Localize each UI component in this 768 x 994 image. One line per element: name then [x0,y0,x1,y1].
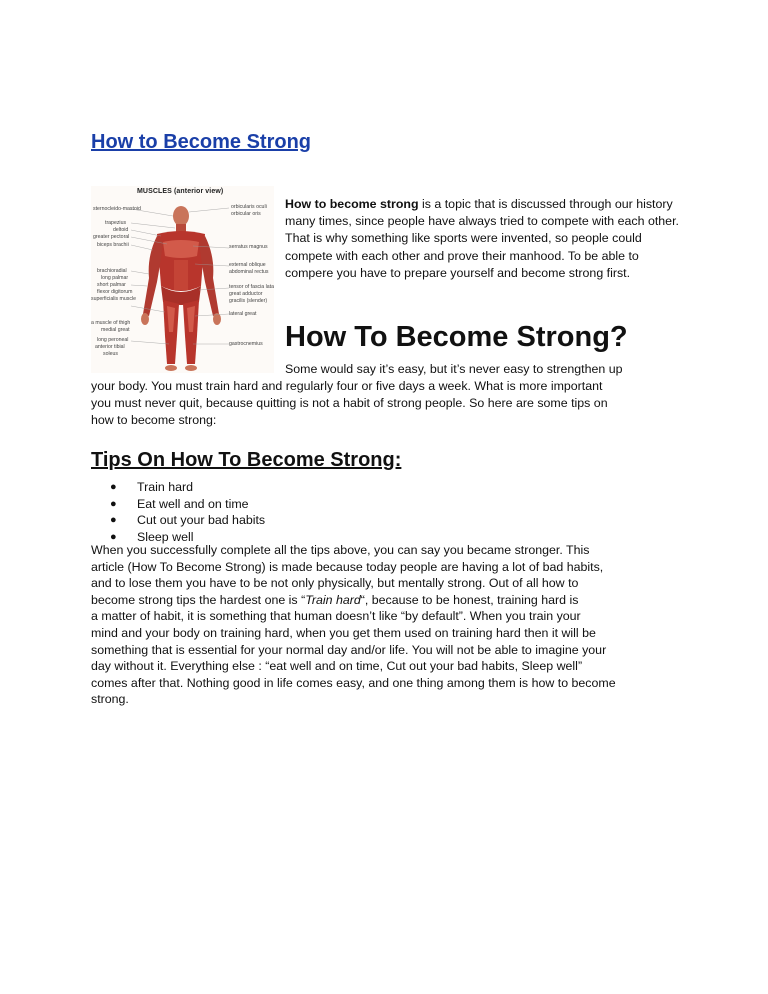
paragraph-line: your body. You must train hard and regularly four or five days a week. What is more important [91,379,603,393]
list-item [110,496,265,513]
figure-label: brachioradial [97,268,127,274]
intro-paragraph [285,196,685,282]
paragraph-line: how to become strong: [91,413,217,427]
paragraph-line: article (How To Become Strong) is made because today people are having a lot of bad habits, [91,559,604,574]
paragraph-line: something that is essential for your normal day and/or life. You will not be able to imagine your [91,642,607,657]
figure-label: orbicular oris [231,211,261,217]
figure-label: lateral great [229,311,257,317]
figure-title: MUSCLES (anterior view) [137,188,224,195]
paragraph-line: a matter of habit, it is something that human doesn’t like “by default”. When you train your [91,609,581,624]
muscle-anatomy-figure [91,186,274,373]
bullet-icon: ● [110,481,117,493]
intro-bold-lead: How to become strong [285,197,419,211]
bullet-icon: ● [110,530,117,543]
line-text: become strong tips the hardest one is “ [91,592,306,607]
paragraph-line: you must never quit, because quitting is not a habit of strong people. So here are some tips on [91,396,608,410]
list-item [110,512,265,529]
figure-label: gracilis (slender) [229,298,268,304]
bullet-icon: ● [110,497,117,510]
tip-text: Train hard [137,480,194,494]
conclusion-paragraph [91,542,616,708]
paragraph-line: and to lose them you have to be not only physically, but mentally strong. Out of all how to [91,576,579,591]
figure-label: serratus magnus [229,244,268,250]
figure-label: superficialis muscle [91,296,136,302]
paragraph-line: When you successfully complete all the tips above, you can say you became stronger. This [91,543,590,557]
figure-label: tensor of fascia lata [229,284,274,290]
list-item [110,479,265,496]
figure-label: deltoid [113,227,129,233]
figure-label: gastrocnemius [229,341,263,347]
tip-text: Eat well and on time [137,496,249,511]
figure-label: sternocleido-mastoid [93,206,141,212]
figure-label: long peroneal [97,337,129,343]
tips-list [110,479,265,545]
document-title[interactable]: How to Become Strong [91,131,312,153]
figure-label: great adductor [229,291,263,297]
paragraph-line: comes after that. Nothing good in life comes easy, and one thing among them is how to become [91,675,616,690]
line-text: “, because to be honest, training hard is [360,592,579,607]
figure-label: orbicularis oculi [231,204,267,210]
figure-label: long palmar [101,275,129,281]
tip-text: Sleep well [137,529,194,544]
emphasis-train-hard: Train hard [305,592,361,607]
paragraph-line: Some would say it’s easy, but it’s never easy to strengthen up [285,362,623,376]
figure-label: biceps brachii [97,242,129,248]
figure-label: short palmar [97,282,126,288]
intro-text: is a topic that is discussed through our history many times, since people have always tried to compete with each other. That is why something like sports were invented, so people could compete with each other and prove their manhood. To be able to compere you have to prepare yourself and become strong first. [285,197,679,280]
paragraph-line: strong. [91,692,129,707]
figure-label: anterior tibial [95,344,125,350]
figure-label: trapezius [105,220,127,226]
figure-label: external oblique [229,262,266,268]
figure-label: a muscle of thigh [91,320,131,326]
paragraph-line [91,592,616,609]
paragraph-line: day without it. Everything else : “eat well and on time, Cut out your bad habits, Sleep well” [91,659,583,674]
paragraph-line: mind and your body on training hard, when you get them used on training hard then it will be [91,625,596,640]
question-heading: How To Become Strong? [285,321,628,353]
figure-label: abdominal rectus [229,269,269,275]
figure-label: flexor digitorum [97,289,133,295]
tip-text: Cut out your bad habits [137,513,266,528]
figure-label: greater pectoral [93,234,130,240]
tips-heading: Tips On How To Become Strong: [91,449,402,471]
bullet-icon: ● [110,514,117,527]
figure-label: soleus [103,351,118,357]
figure-label: medial great [101,327,130,333]
